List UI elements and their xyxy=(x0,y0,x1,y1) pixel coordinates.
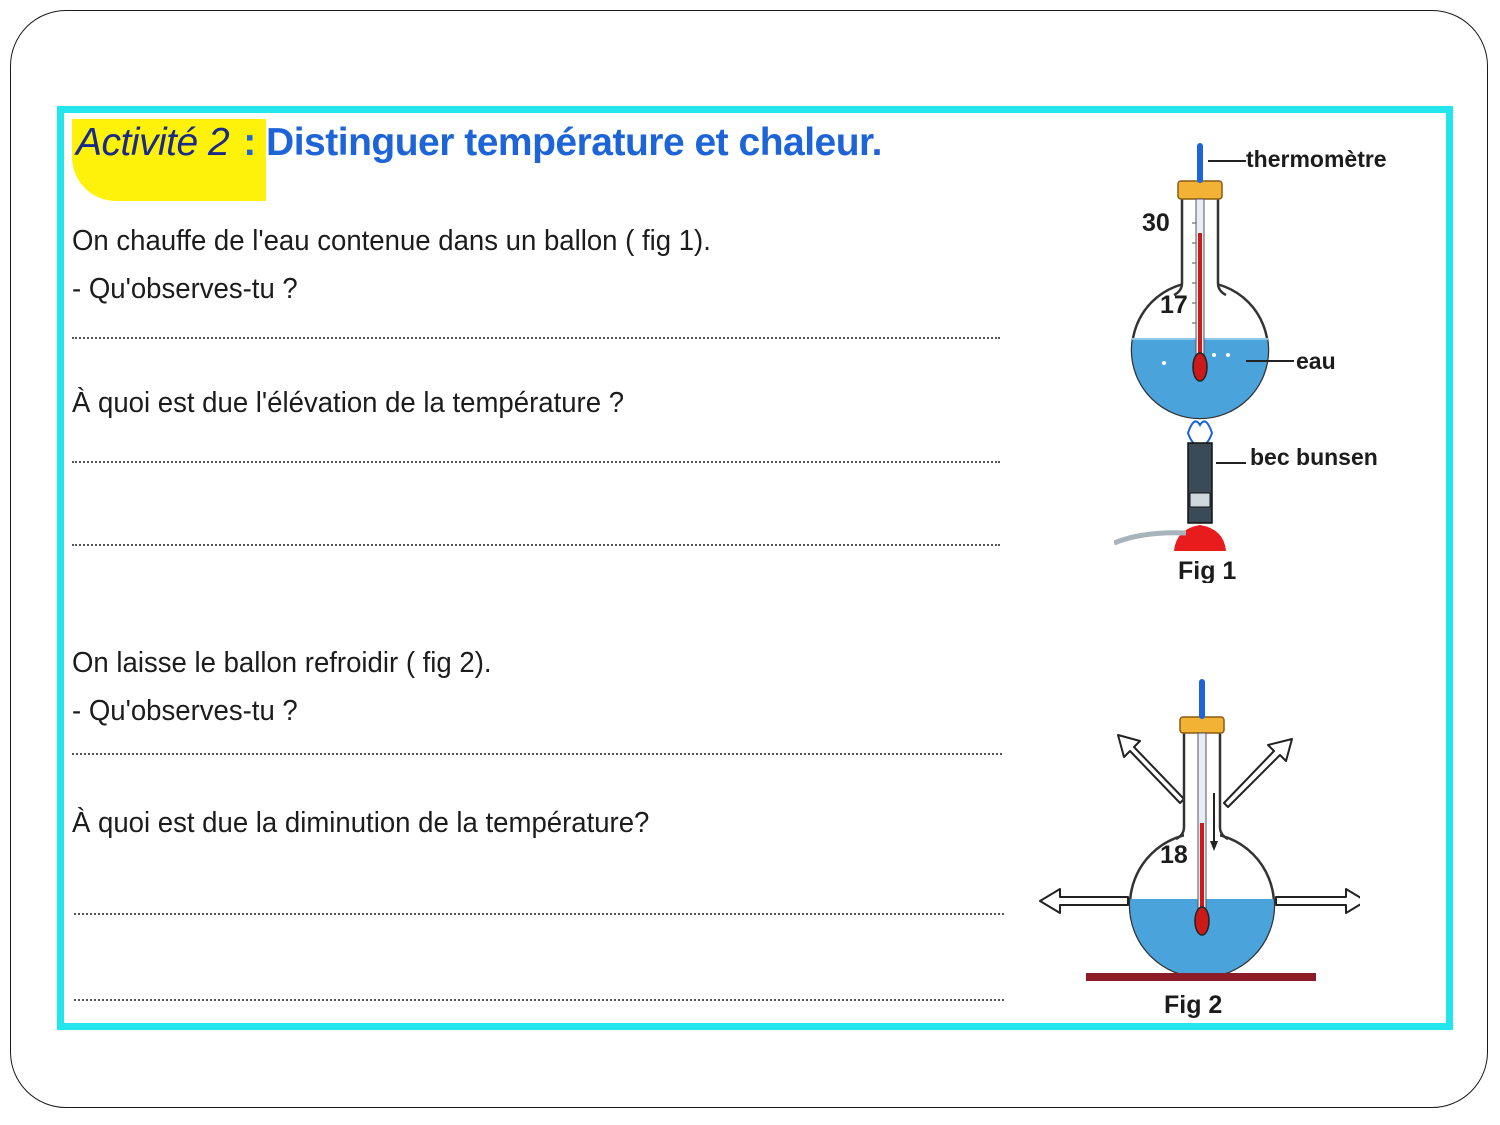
part2-question-cause: À quoi est due la diminution de la température? xyxy=(72,807,650,839)
answer-line[interactable] xyxy=(72,544,1000,546)
answer-line[interactable] xyxy=(72,461,1000,463)
heat-arrow-right xyxy=(1276,889,1360,913)
part2-question-observe: - Qu'observes-tu ? xyxy=(72,695,298,727)
label-thermometer: thermomètre xyxy=(1246,146,1387,172)
part1-question-cause: À quoi est due l'élévation de la température ? xyxy=(72,387,625,419)
stopper xyxy=(1178,181,1222,199)
part1-intro: On chauffe de l'eau contenue dans un ballon ( fig 1). xyxy=(72,225,711,257)
part2-intro: On laisse le ballon refroidir ( fig 2). xyxy=(72,647,492,679)
stand-plate xyxy=(1086,973,1316,981)
activity-number: Activité 2 xyxy=(76,121,230,164)
figure-2-cooling-flask xyxy=(1030,673,1360,1023)
part1-question-observe: - Qu'observes-tu ? xyxy=(72,273,298,305)
temp-initial-label: 30 xyxy=(1142,209,1170,237)
figure-1-caption: Fig 1 xyxy=(1178,557,1237,583)
heat-arrow-left xyxy=(1040,889,1128,913)
figure-2-caption: Fig 2 xyxy=(1164,991,1223,1019)
label-water: eau xyxy=(1296,348,1336,374)
heat-arrow-up-left xyxy=(1118,735,1184,803)
activity-title xyxy=(76,121,882,165)
heat-arrow-up-right xyxy=(1224,739,1292,807)
burner-base xyxy=(1174,525,1226,551)
label-bunsen: bec bunsen xyxy=(1250,444,1378,470)
activity-card xyxy=(57,106,1453,1030)
figure-1-heating-flask xyxy=(1114,133,1434,583)
answer-line[interactable] xyxy=(72,753,1002,755)
stopper xyxy=(1180,717,1224,733)
answer-line[interactable] xyxy=(72,337,1000,339)
bunsen-burner xyxy=(1188,443,1212,523)
temp-reading-label: 18 xyxy=(1160,841,1188,869)
answer-line[interactable] xyxy=(74,999,1004,1001)
activity-subject: : Distinguer température et chaleur. xyxy=(243,121,882,164)
answer-line[interactable] xyxy=(74,913,1004,915)
temp-reading-label: 17 xyxy=(1160,291,1188,319)
